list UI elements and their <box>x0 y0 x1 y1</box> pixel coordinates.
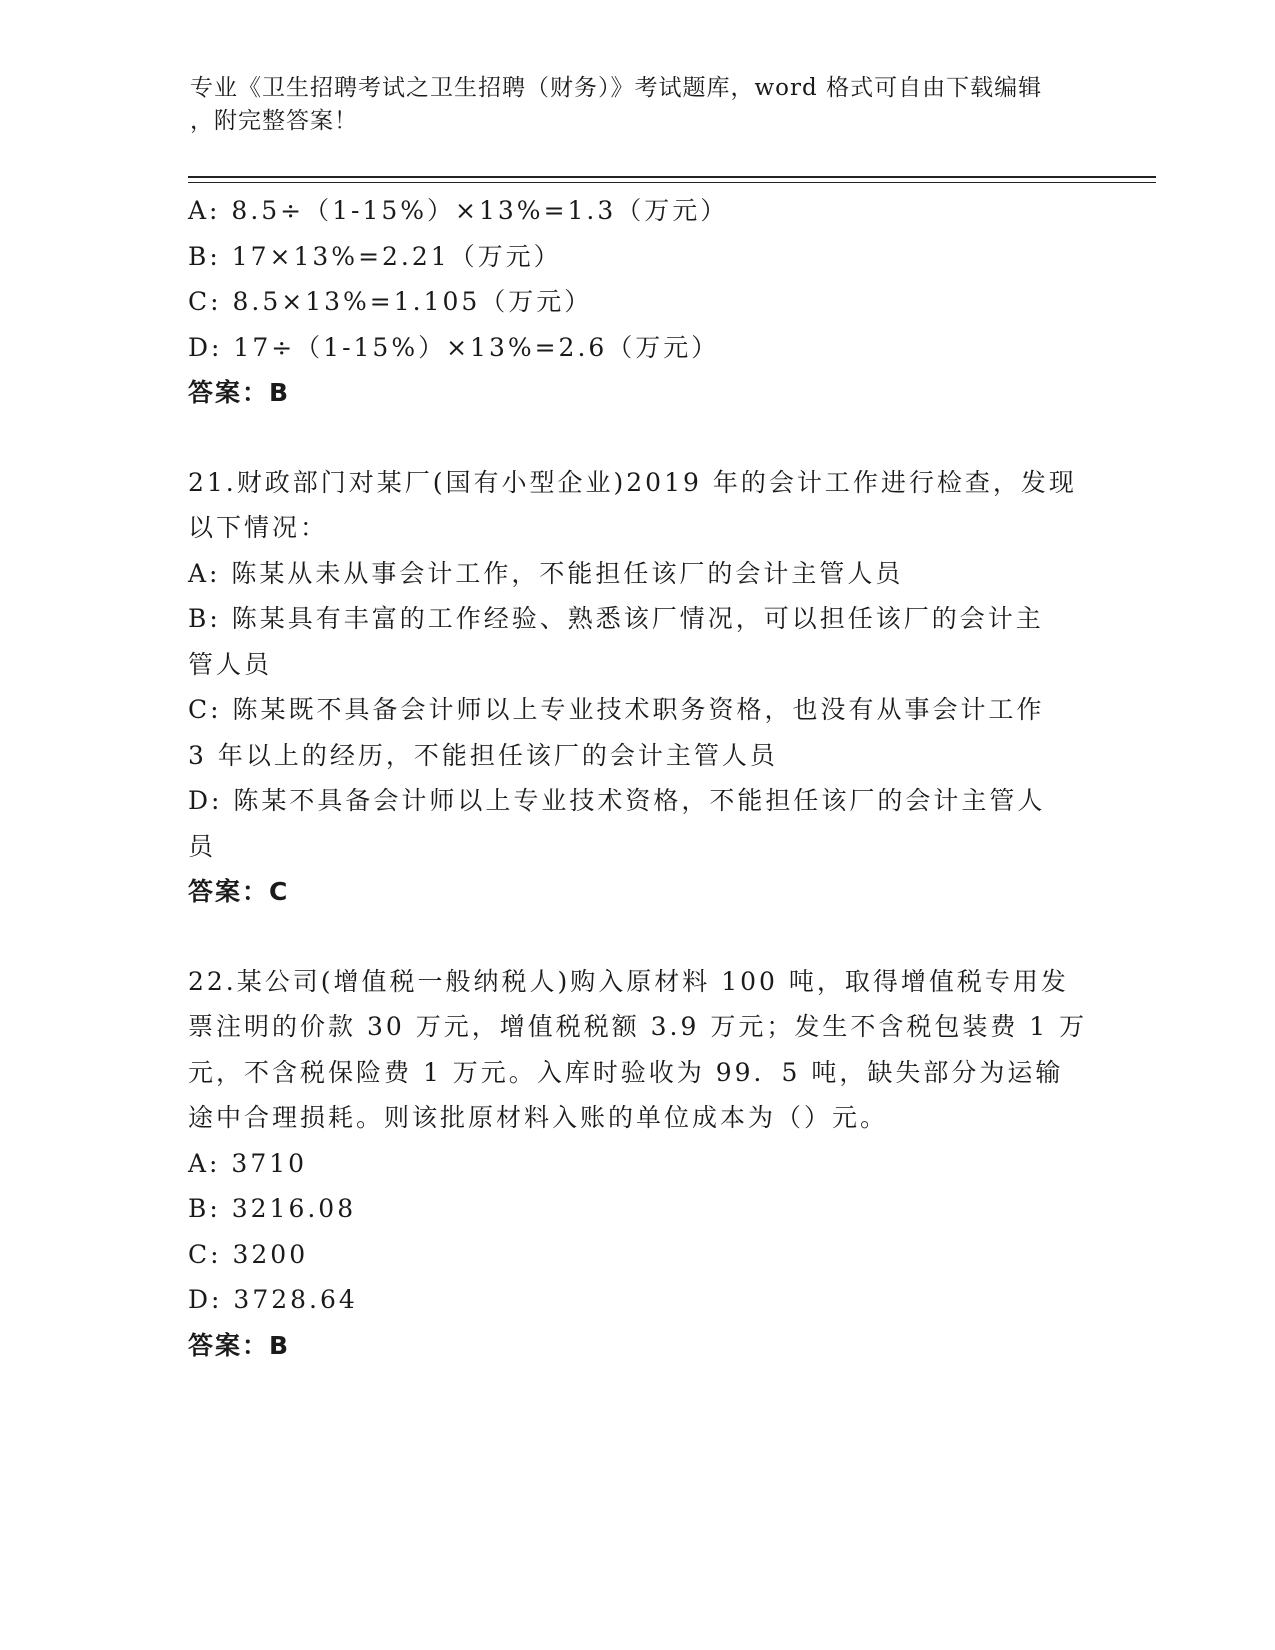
spacer <box>188 915 1088 959</box>
q21-option-b-line-1: B: 陈某具有丰富的工作经验、熟悉该厂情况，可以担任该厂的会计主 <box>188 604 1044 633</box>
q20-option-c: C: 8.5×13%=1.105（万元） <box>188 287 593 316</box>
spacer <box>188 416 1088 460</box>
q21-option-d-line-1: D: 陈某不具备会计师以上专业技术资格，不能担任该厂的会计主管人 <box>188 786 1046 815</box>
header-line-1: 专业《卫生招聘考试之卫生招聘（财务）》考试题库，word 格式可自由下载编辑 <box>190 75 1043 101</box>
q22-stem-line-2: 票注明的价款 30 万元，增值税税额 3.9 万元；发生不含税包装费 1 万 <box>188 1012 1088 1041</box>
q21-option-d-line-2: 员 <box>188 831 217 861</box>
q20-option-d: D: 17÷（1-15%）×13%=2.6（万元） <box>188 332 720 362</box>
q21-option-c-line-2: 3 年以上的经历，不能担任该厂的会计主管人员 <box>188 740 778 770</box>
q20-option-b: B: 17×13%=2.21（万元） <box>188 241 562 271</box>
q20-option-a: A: 8.5÷（1-15%）×13%=1.3（万元） <box>188 196 729 225</box>
document-header <box>190 72 1090 138</box>
q22-option-b: B: 3216.08 <box>188 1194 357 1223</box>
header-divider-thick <box>188 176 1156 178</box>
q22-answer: 答案：B <box>188 1330 291 1360</box>
q22-option-a: A: 3710 <box>188 1148 308 1178</box>
question-20-block <box>188 188 1088 416</box>
header-line-2: ，附完整答案！ <box>190 108 358 134</box>
q22-stem-line-3: 元，不含税保险费 1 万元。入库时验收为 99．5 吨，缺失部分为运输 <box>188 1057 1064 1087</box>
q21-answer: 答案：C <box>188 877 290 906</box>
question-21-block <box>188 460 1088 915</box>
q21-stem-line-1: 21.财政部门对某厂(国有小型企业)2019 年的会计工作进行检查，发现 <box>188 467 1077 497</box>
q20-answer: 答案：B <box>188 378 291 407</box>
q21-option-b-line-2: 管人员 <box>188 649 273 679</box>
q21-option-c-line-1: C: 陈某既不具备会计师以上专业技术职务资格，也没有从事会计工作 <box>188 695 1045 724</box>
q22-stem-line-4: 途中合理损耗。则该批原材料入账的单位成本为（）元。 <box>188 1103 889 1132</box>
header-divider-thin <box>188 182 1156 183</box>
q21-option-a: A: 陈某从未从事会计工作，不能担任该厂的会计主管人员 <box>188 558 904 588</box>
q22-option-c: C: 3200 <box>188 1239 309 1269</box>
question-22-block <box>188 959 1088 1369</box>
q21-stem-line-2: 以下情况： <box>188 513 329 542</box>
question-content <box>188 188 1088 1368</box>
q22-stem-line-1: 22.某公司(增值税一般纳税人)购入原材料 100 吨，取得增值税专用发 <box>188 966 1069 996</box>
q22-option-d: D: 3728.64 <box>188 1285 358 1314</box>
